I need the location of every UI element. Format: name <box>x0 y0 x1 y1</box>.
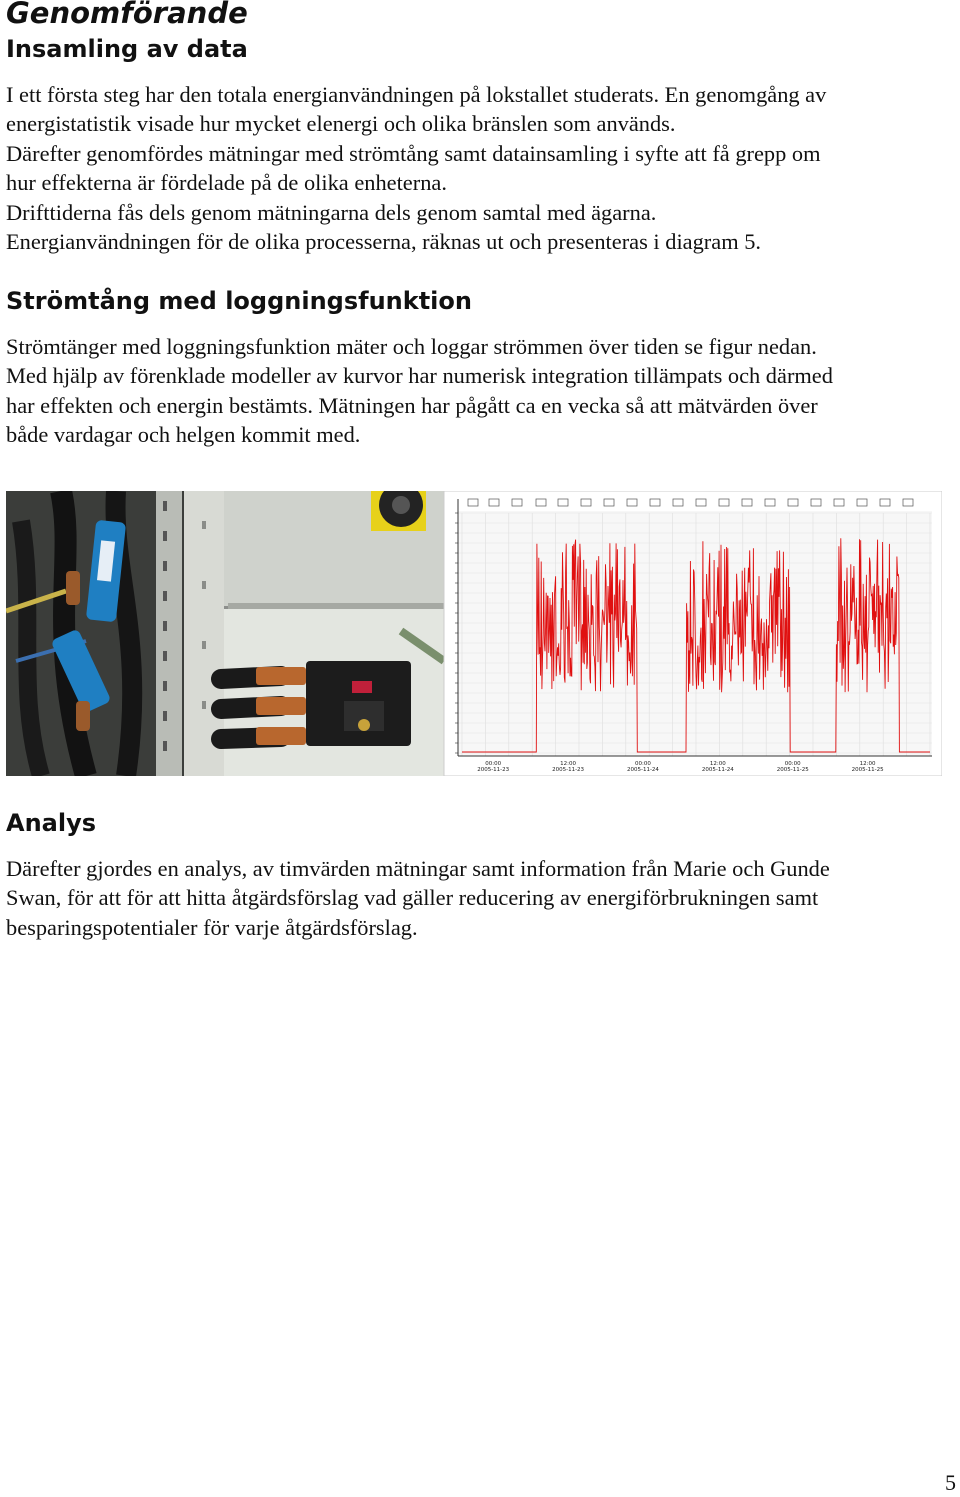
text-line: Därefter genomfördes mätningar med strömtång samt datainsamling i syfte att få grepp om <box>6 140 821 166</box>
x-tick-date: 2005-11-24 <box>626 767 659 773</box>
section-heading-stromtang: Strömtång med loggningsfunktion <box>6 287 472 315</box>
page-title: Genomförande <box>6 0 248 30</box>
text-line: Swan, för att för att hitta åtgärdsförslag vad gäller reducering av energiförbrukningen samt <box>6 885 819 911</box>
x-tick-time: 12:00 <box>709 761 726 767</box>
x-tick-date: 2005-11-25 <box>776 767 809 773</box>
x-tick-date: 2005-11-23 <box>552 767 585 773</box>
figure-measurement <box>6 491 942 776</box>
x-tick-time: 12:00 <box>859 761 876 767</box>
x-tick-time: 00:00 <box>635 761 651 767</box>
power-chart <box>444 491 942 776</box>
x-tick-date: 2005-11-25 <box>851 767 884 773</box>
paragraph-stromtang <box>6 332 956 450</box>
x-tick-time: 00:00 <box>485 761 502 767</box>
text-line: energistatistik visade hur mycket elenergi och olika bränslen som används. <box>6 111 676 137</box>
paragraph-analys <box>6 854 956 942</box>
section-heading-analys: Analys <box>6 809 97 837</box>
text-line: Energianvändningen för de olika processerna, räknas ut och presenteras i diagram 5. <box>6 229 761 255</box>
text-line: Strömtänger med loggningsfunktion mäter och loggar strömmen över tiden se figur nedan. <box>6 334 817 359</box>
text-line: både vardagar och helgen kommit med. <box>6 422 361 448</box>
cabinet-photo <box>6 491 444 776</box>
section-heading-insamling: Insamling av data <box>6 35 248 63</box>
text-line: har effekten och energin bestämts. Mätningen har pågått ca en vecka så att mätvärden över <box>6 392 818 418</box>
text-line: Därefter gjordes en analys, av timvärden mätningar samt information från Marie och Gunde <box>6 856 830 881</box>
paragraph-insamling <box>6 80 956 256</box>
text-line: Drifttiderna fås dels genom mätningarna dels genom samtal med ägarna. <box>6 199 657 225</box>
x-tick-time: 12:00 <box>560 761 577 767</box>
text-line: Med hjälp av förenklade modeller av kurvor har numerisk integration tillämpats och därmed <box>6 363 833 389</box>
x-tick-time: 00:00 <box>784 761 801 767</box>
text-line: I ett första steg har den totala energianvändningen på lokstallet studerats. En genomgång av <box>6 82 827 107</box>
text-line: besparingspotentialer för varje åtgärdsförslag. <box>6 914 418 940</box>
page-number: 5 <box>945 1470 956 1495</box>
text-line: hur effekterna är fördelade på de olika enheterna. <box>6 170 447 196</box>
x-tick-date: 2005-11-23 <box>477 767 510 773</box>
x-tick-date: 2005-11-24 <box>701 767 734 773</box>
